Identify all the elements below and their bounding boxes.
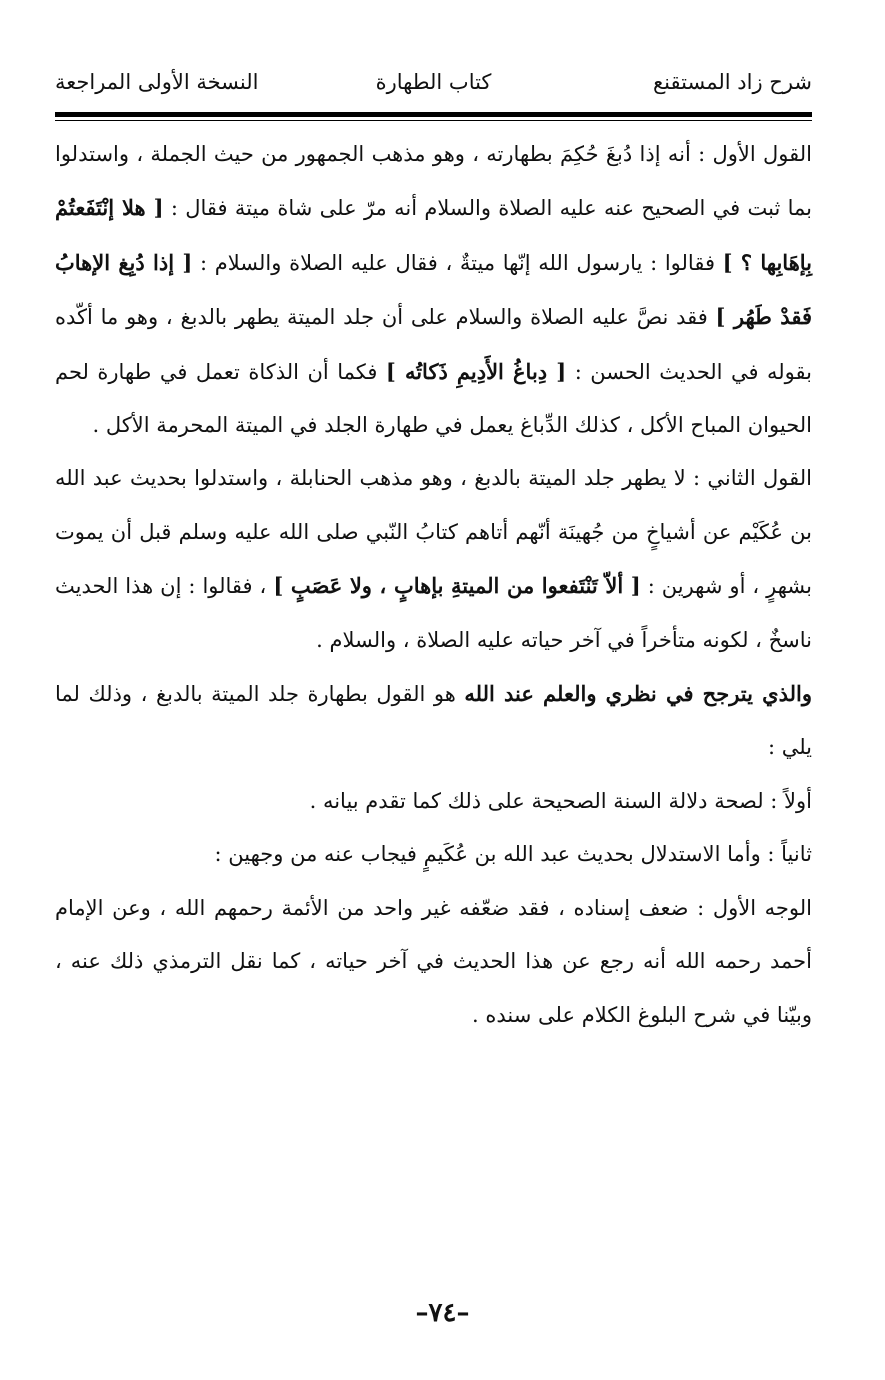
text-run: ثانياً : وأما الاستدلال بحديث عبد الله بن عُكَيمٍ فيجاب عنه من وجهين : bbox=[214, 842, 812, 867]
header-rule-thick bbox=[55, 112, 812, 117]
text-run: ، فقالوا : إن هذا الحديث ناسخٌ ، لكونه متأخراً في آخر حياته عليه الصلاة ، والسلام . bbox=[55, 574, 812, 652]
paragraph-point-two bbox=[55, 828, 812, 881]
header-book-title: شرح زاد المستقنع bbox=[653, 70, 812, 94]
header-rule-thin bbox=[55, 120, 812, 121]
text-run: القول الثاني : لا يطهر جلد الميتة بالدبغ ، وهو مذهب الحنابلة ، واستدلوا بحديث عبد الله بن عُكَيْم عن أشياخٍ من جُهينَة أنّهم أتاهم كتابُ النّبي صلى الله عليه وسلم قبل أن يموت بشهرٍ ، أو شهرين : bbox=[55, 466, 812, 599]
hadith-quote: [ إذا دُبِغ الإهابُ فَقدْ طَهُر ] bbox=[55, 249, 812, 330]
header-chapter-title: كتاب الطهارة bbox=[375, 70, 492, 94]
text-run: الوجه الأول : ضعف إسناده ، فقد ضعّفه غير واحد من الأئمة رحمهم الله ، وعن الإمام أحمد رحمه الله أنه رجع عن هذا الحديث في آخر حياته ، كما نقل الترمذي ذلك عنه ، وبيّنا في شرح البلوغ الكلام على سنده . bbox=[55, 895, 812, 1027]
paragraph-first-aspect bbox=[55, 882, 812, 1042]
paragraph-preferred-view bbox=[55, 667, 812, 775]
hadith-quote: [ ألاّ تَنْتَفعوا من الميتةِ بإهابٍ ، ولا عَصَبٍ ] bbox=[273, 573, 641, 599]
header-edition-note: النسخة الأولى المراجعة bbox=[55, 70, 259, 94]
text-run: فكما أن الذكاة تعمل في طهارة لحم الحيوان المباح الأكل ، كذلك الدِّباغ يعمل في طهارة الجلد في الميتة المحرمة الأكل . bbox=[55, 359, 812, 438]
text-run: أولاً : لصحة دلالة السنة الصحيحة على ذلك كما تقدم بيانه . bbox=[309, 788, 812, 813]
text-run: فقالوا : يارسول الله إنّها ميتةٌ ، فقال عليه الصلاة والسلام : bbox=[200, 250, 723, 275]
body-text bbox=[55, 128, 812, 1288]
paragraph-first-opinion bbox=[55, 128, 812, 452]
text-run: القول الأول : أنه إذا دُبغَ حُكِمَ بطهارته ، وهو مذهب الجمهور من حيث الجملة ، واستدلوا بما ثبت في الصحيح عنه عليه الصلاة والسلام أنه مرّ على شاة ميتة فقال : bbox=[55, 142, 812, 221]
text-run: فقد نصَّ عليه الصلاة والسلام على أن جلد الميتة يطهر بالدبغ ، وهو ما أكّده بقوله في الحديث الحسن : bbox=[55, 305, 812, 384]
running-header bbox=[55, 66, 812, 106]
paragraph-second-opinion bbox=[55, 452, 812, 667]
text-run: هو القول بطهارة جلد الميتة بالدبغ ، وذلك لما يلي : bbox=[55, 682, 812, 760]
emphasis-run: والذي يترجح في نظري والعلم عند الله bbox=[464, 681, 812, 707]
hadith-quote: [ دِباغُ الأَدِيمِ ذَكاتُه ] bbox=[385, 358, 567, 384]
paragraph-point-one bbox=[55, 775, 812, 828]
hadith-quote: [ هلا إنْتَفَعتُمْ بِإهَابِها ؟ ] bbox=[55, 195, 813, 275]
page-number: –٧٤– bbox=[415, 1298, 470, 1328]
